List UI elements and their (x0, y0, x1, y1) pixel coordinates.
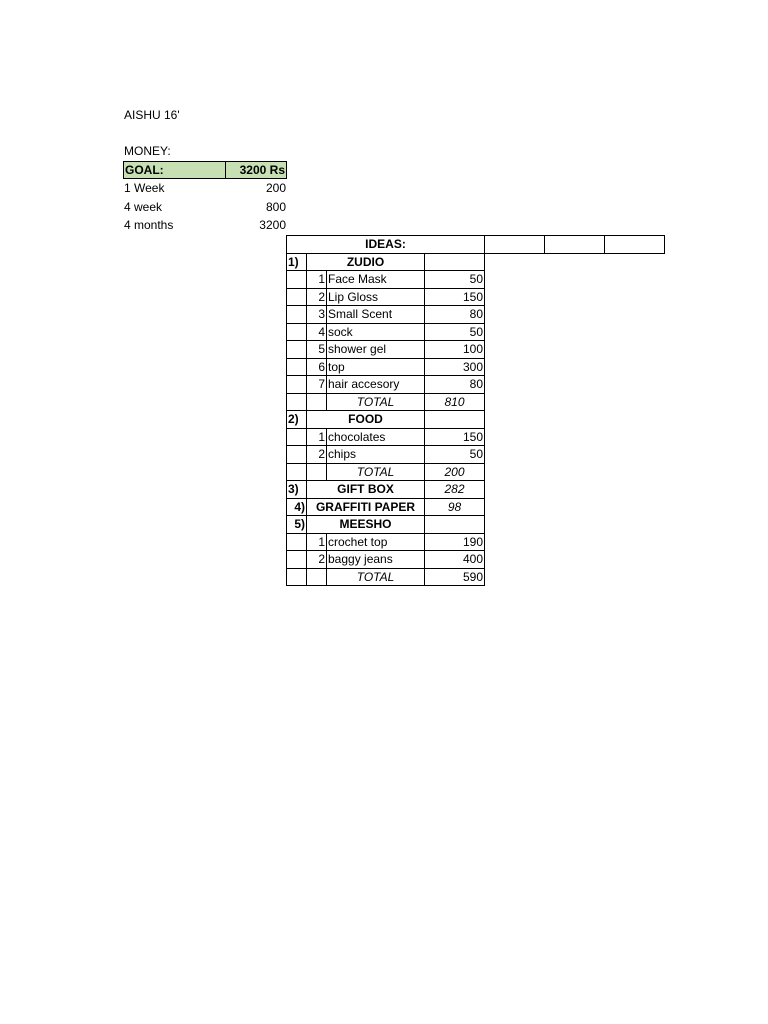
total-value[interactable]: 590 (425, 568, 485, 586)
item-name[interactable]: chocolates (327, 428, 425, 446)
empty-cell[interactable] (425, 253, 485, 271)
item-price[interactable]: 50 (425, 446, 485, 464)
table-row (287, 271, 665, 289)
total-row (287, 568, 665, 586)
category-row (287, 253, 665, 271)
table-row (287, 306, 665, 324)
total-row (287, 393, 665, 411)
category-number[interactable]: 1) (287, 253, 307, 271)
empty-cell[interactable] (287, 428, 307, 446)
item-price[interactable]: 50 (425, 271, 485, 289)
category-row (287, 411, 665, 429)
item-price[interactable]: 50 (425, 323, 485, 341)
item-index[interactable]: 2 (307, 551, 327, 569)
empty-cell[interactable] (307, 393, 327, 411)
empty-cell[interactable] (287, 446, 307, 464)
table-row (287, 533, 665, 551)
item-index[interactable]: 6 (307, 358, 327, 376)
empty-cell[interactable] (287, 463, 307, 481)
savings-value[interactable]: 3200 (259, 218, 286, 232)
item-index[interactable]: 2 (307, 446, 327, 464)
empty-cell[interactable] (425, 516, 485, 534)
savings-label[interactable]: 1 Week (124, 181, 165, 195)
category-row (287, 516, 665, 534)
savings-value[interactable]: 800 (265, 200, 286, 214)
table-row (287, 551, 665, 569)
item-index[interactable]: 4 (307, 323, 327, 341)
category-value[interactable]: 282 (425, 481, 485, 499)
item-index[interactable]: 3 (307, 306, 327, 324)
total-label[interactable]: TOTAL (327, 463, 425, 481)
empty-cell[interactable] (545, 236, 605, 254)
item-index[interactable]: 1 (307, 533, 327, 551)
category-name[interactable]: GIFT BOX (307, 481, 425, 499)
sheet-title: AISHU 16' (124, 108, 180, 122)
item-name[interactable]: top (327, 358, 425, 376)
item-index[interactable]: 1 (307, 271, 327, 289)
category-number[interactable]: 5) (287, 516, 307, 534)
empty-cell[interactable] (287, 393, 307, 411)
category-row (287, 481, 665, 499)
category-number[interactable]: 2) (287, 411, 307, 429)
total-value[interactable]: 810 (425, 393, 485, 411)
total-value[interactable]: 200 (425, 463, 485, 481)
category-name[interactable]: ZUDIO (307, 253, 425, 271)
item-price[interactable]: 80 (425, 306, 485, 324)
item-name[interactable]: shower gel (327, 341, 425, 359)
empty-cell[interactable] (425, 411, 485, 429)
goal-row (123, 161, 287, 179)
item-price[interactable]: 300 (425, 358, 485, 376)
empty-cell[interactable] (287, 568, 307, 586)
table-row (287, 323, 665, 341)
item-price[interactable]: 150 (425, 428, 485, 446)
empty-cell[interactable] (287, 323, 307, 341)
empty-cell[interactable] (287, 288, 307, 306)
savings-row (124, 179, 286, 197)
table-row (287, 341, 665, 359)
savings-value[interactable]: 200 (265, 181, 286, 195)
item-index[interactable]: 5 (307, 341, 327, 359)
table-row (287, 288, 665, 306)
empty-cell[interactable] (307, 463, 327, 481)
item-name[interactable]: crochet top (327, 533, 425, 551)
item-name[interactable]: hair accesory (327, 376, 425, 394)
item-price[interactable]: 80 (425, 376, 485, 394)
empty-cell[interactable] (287, 533, 307, 551)
table-row (287, 446, 665, 464)
empty-cell[interactable] (287, 271, 307, 289)
item-index[interactable]: 2 (307, 288, 327, 306)
total-label[interactable]: TOTAL (327, 568, 425, 586)
table-row (287, 428, 665, 446)
item-name[interactable]: baggy jeans (327, 551, 425, 569)
savings-label[interactable]: 4 months (124, 218, 174, 232)
item-index[interactable]: 1 (307, 428, 327, 446)
money-label: MONEY: (124, 144, 171, 158)
category-number[interactable]: 4) (287, 498, 307, 516)
empty-cell[interactable] (307, 568, 327, 586)
item-price[interactable]: 150 (425, 288, 485, 306)
item-index[interactable]: 7 (307, 376, 327, 394)
total-row (287, 463, 665, 481)
category-row (287, 498, 665, 516)
savings-row (124, 198, 286, 216)
table-row (287, 376, 665, 394)
ideas-header-row (287, 236, 665, 254)
savings-label[interactable]: 4 week (124, 200, 163, 214)
item-name[interactable]: Small Scent (327, 306, 425, 324)
item-name[interactable]: sock (327, 323, 425, 341)
category-number[interactable]: 3) (287, 481, 307, 499)
savings-row (124, 216, 286, 234)
category-name[interactable]: GRAFFITI PAPER (307, 498, 425, 516)
total-label[interactable]: TOTAL (327, 393, 425, 411)
category-name[interactable]: FOOD (307, 411, 425, 429)
goal-value[interactable]: 3200 Rs (226, 161, 287, 179)
empty-cell[interactable] (287, 376, 307, 394)
empty-cell[interactable] (287, 306, 307, 324)
category-value[interactable]: 98 (425, 498, 485, 516)
item-name[interactable]: Face Mask (327, 271, 425, 289)
table-row (287, 358, 665, 376)
empty-cell[interactable] (287, 341, 307, 359)
empty-cell[interactable] (287, 358, 307, 376)
item-price[interactable]: 400 (425, 551, 485, 569)
category-name[interactable]: MEESHO (307, 516, 425, 534)
empty-cell[interactable] (605, 236, 665, 254)
ideas-header[interactable]: IDEAS: (287, 236, 485, 254)
item-price[interactable]: 100 (425, 341, 485, 359)
item-name[interactable]: Lip Gloss (327, 288, 425, 306)
ideas-table (286, 235, 665, 586)
item-price[interactable]: 190 (425, 533, 485, 551)
empty-cell[interactable] (485, 236, 545, 254)
empty-cell[interactable] (287, 551, 307, 569)
goal-label[interactable]: GOAL: (123, 161, 226, 179)
item-name[interactable]: chips (327, 446, 425, 464)
